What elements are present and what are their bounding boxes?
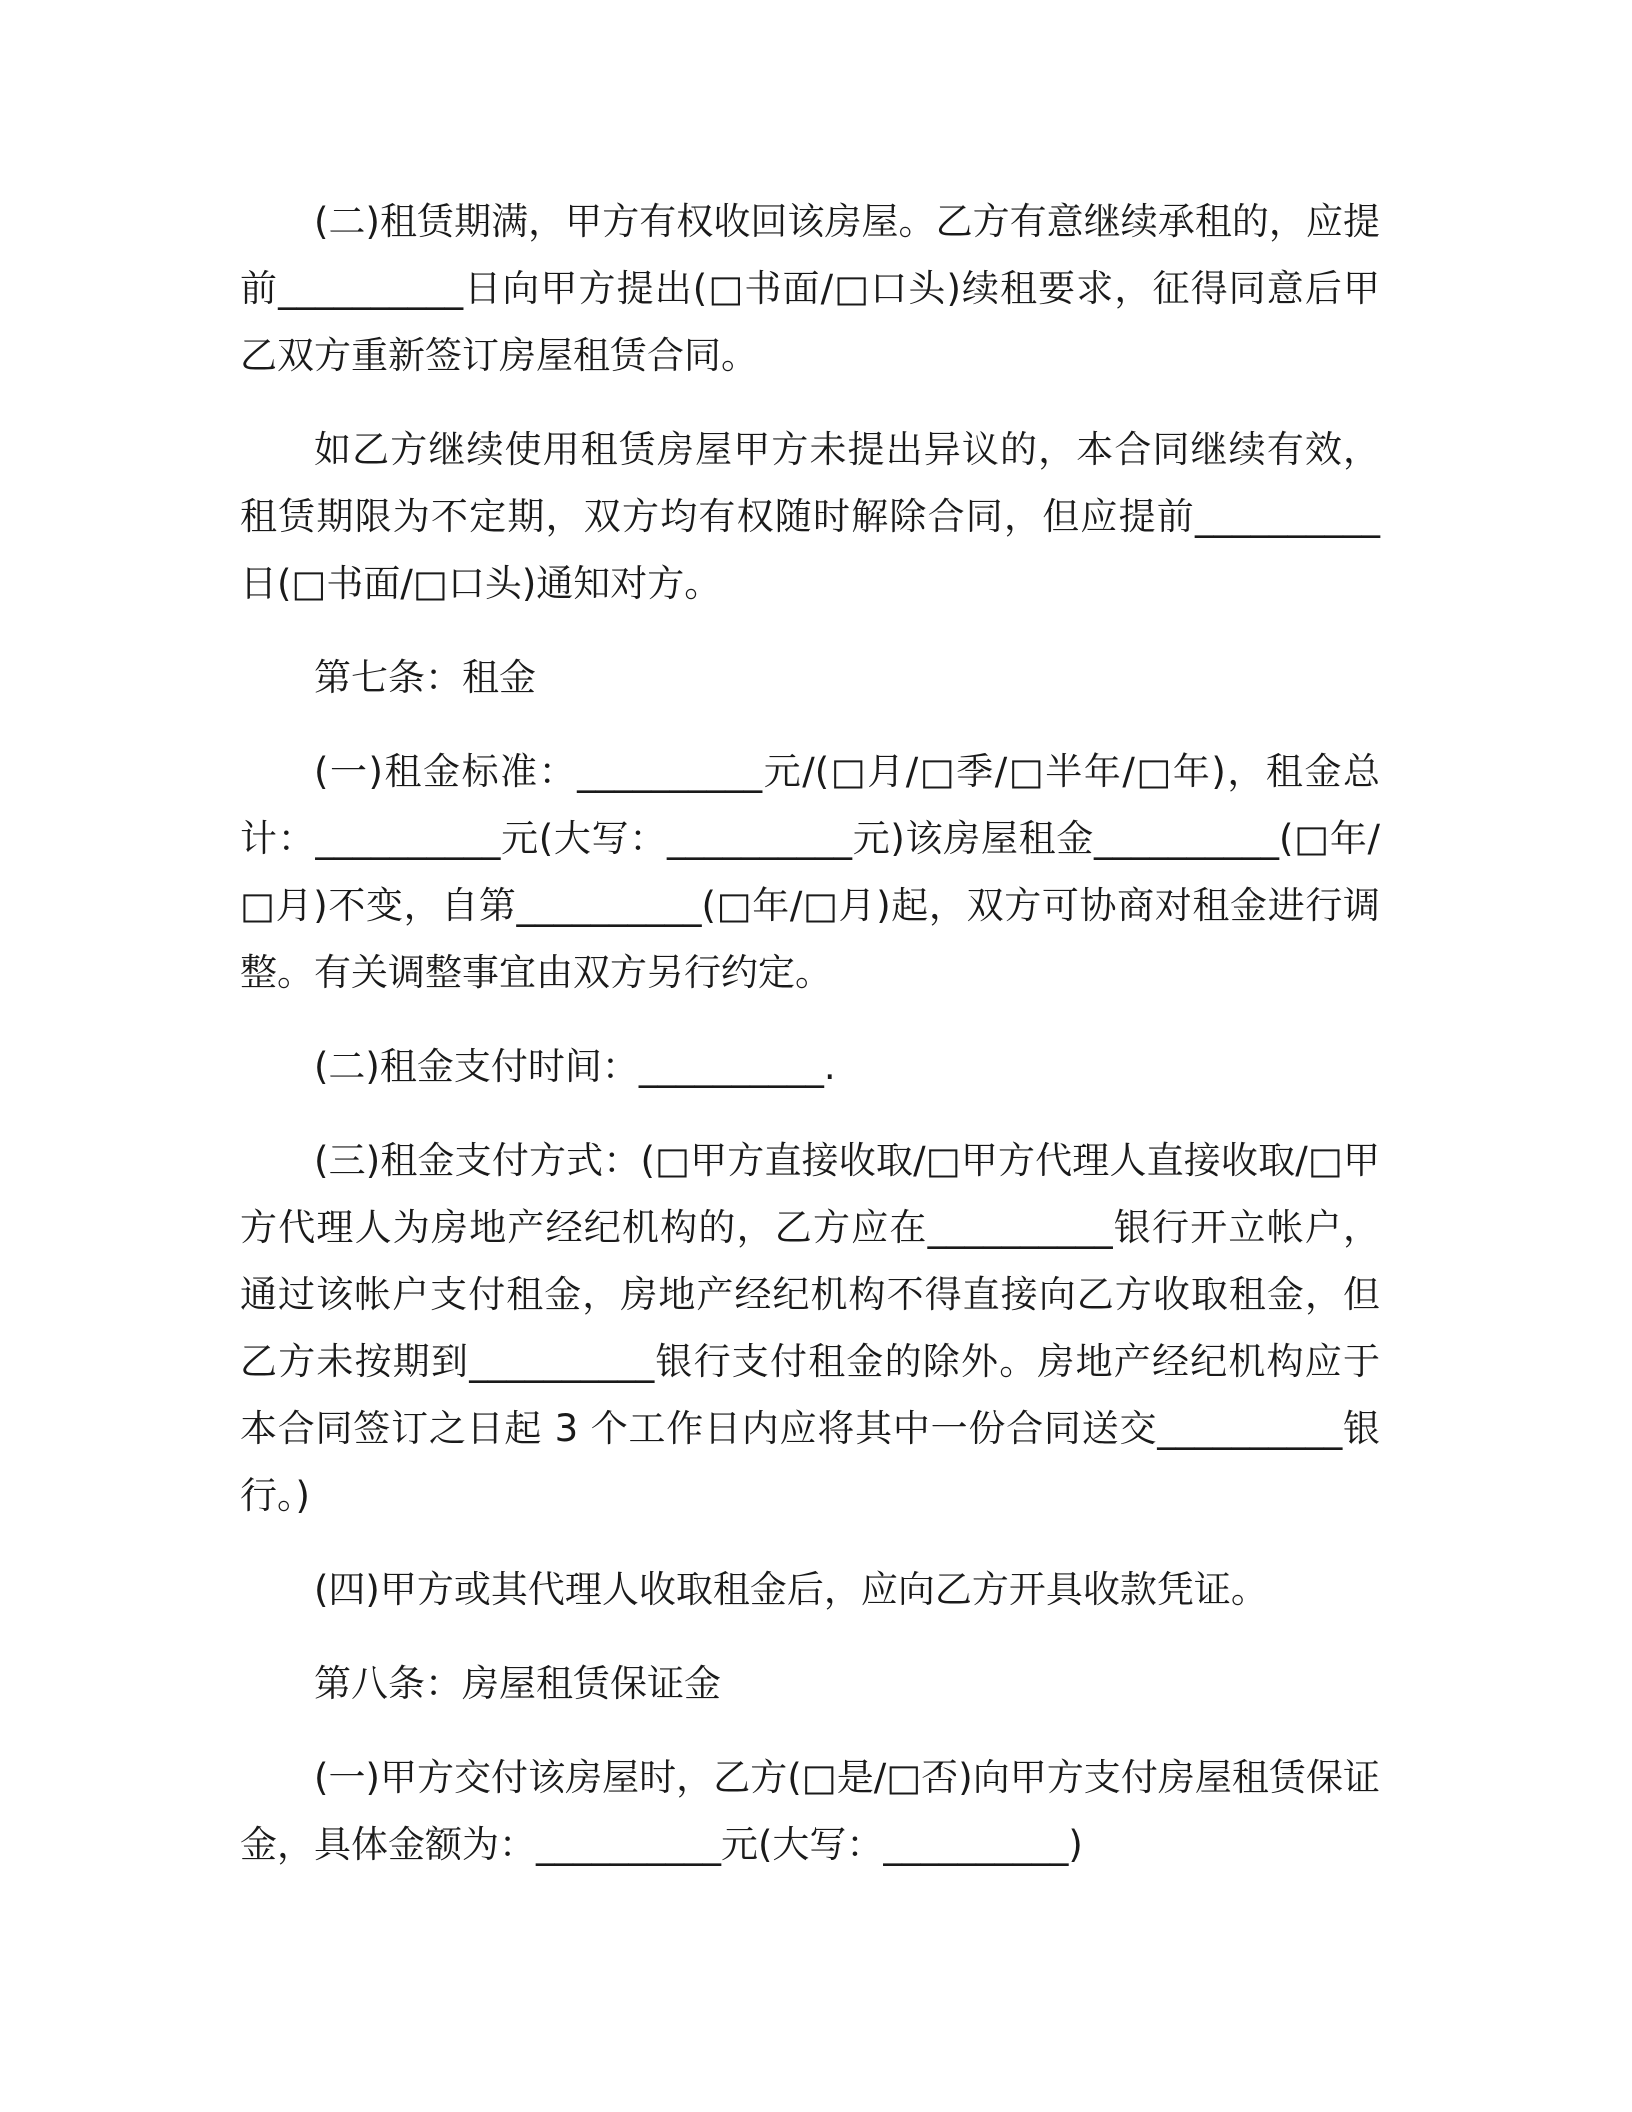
paragraph-rent-standard: (一)租金标准：__________元/(□月/□季/□半年/□年)，租金总计：__________元(大写：__________元)该房屋租金__________(□年/□月)不变，自第__________(□年/□月)起，双方可协商对租金进行调整。有关调整事宜由双方另行约定。: [240, 750, 1380, 994]
paragraph-receipt: (四)甲方或其代理人收取租金后，应向乙方开具收款凭证。: [314, 1568, 1268, 1611]
article-8-heading: 第八条：房屋租赁保证金: [314, 1662, 721, 1705]
paragraph-rent-payment-method: (三)租金支付方式：(□甲方直接收取/□甲方代理人直接收取/□甲方代理人为房地产经纪机构的，乙方应在__________银行开立帐户，通过该帐户支付租金，房地产经纪机构不得直接向乙方收取租金，但乙方未按期到__________银行支付租金的除外。房地产经纪机构应于本合同签订之日起 3 个工作日内应将其中一份合同送交__________银行。): [240, 1139, 1380, 1517]
document-page: [240, 188, 1380, 1878]
article-7-heading: 第七条：租金: [314, 656, 536, 699]
paragraph-renewal: (二)租赁期满，甲方有权收回该房屋。乙方有意继续承租的，应提前__________日向甲方提出(□书面/□口头)续租要求，征得同意后甲乙双方重新签订房屋租赁合同。: [240, 200, 1380, 377]
paragraph-deposit: (一)甲方交付该房屋时，乙方(□是/□否)向甲方支付房屋租赁保证金，具体金额为：__________元(大写：__________): [240, 1756, 1380, 1866]
paragraph-indefinite-term: 如乙方继续使用租赁房屋甲方未提出异议的，本合同继续有效，租赁期限为不定期，双方均有权随时解除合同，但应提前__________日(□书面/□口头)通知对方。: [240, 428, 1380, 605]
paragraph-rent-payment-time: (二)租金支付时间：__________.: [314, 1045, 836, 1088]
